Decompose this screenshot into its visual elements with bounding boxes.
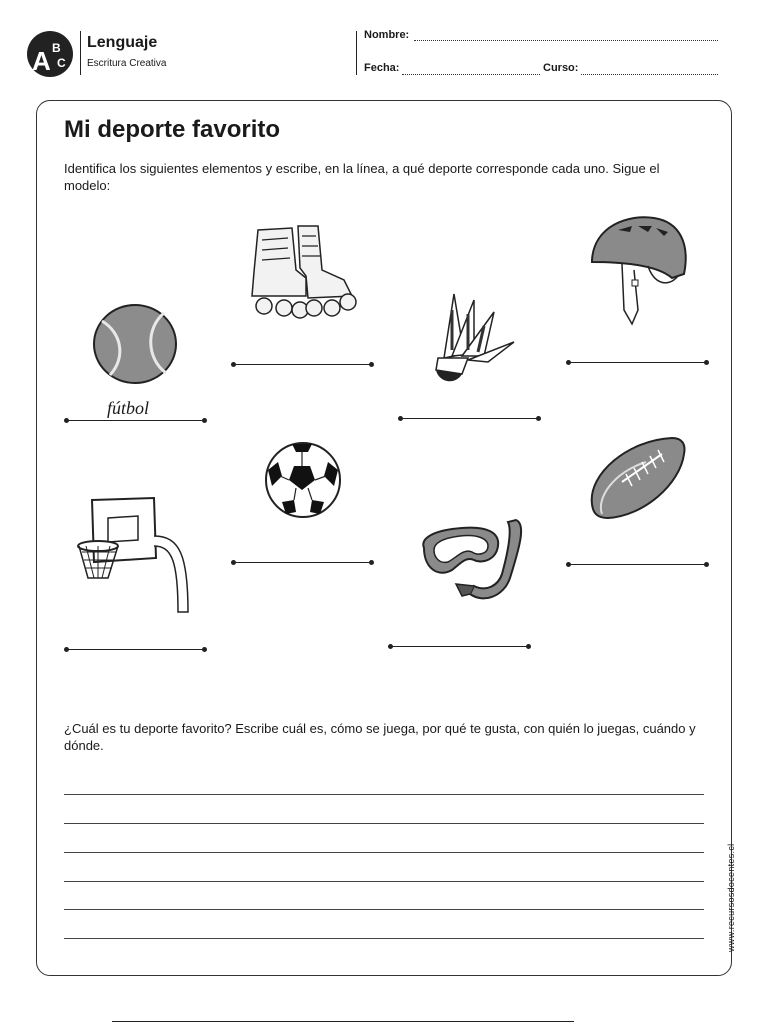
bike-helmet-icon — [588, 214, 690, 328]
course-field[interactable] — [581, 73, 718, 75]
answer-line-helmet[interactable] — [569, 362, 706, 363]
writing-line[interactable] — [64, 794, 704, 795]
writing-line[interactable] — [64, 909, 704, 910]
roller-skates-icon — [248, 222, 360, 324]
basketball-hoop-icon — [76, 496, 192, 614]
subject-title: Lenguaje — [87, 34, 158, 51]
rugby-ball-icon — [588, 434, 688, 522]
writing-prompt: ¿Cuál es tu deporte favorito? Escribe cuál es, cómo se juega, por qué te gusta, con quién lo juegas, cuándo y dónde. — [64, 721, 696, 753]
writing-line[interactable] — [64, 823, 704, 824]
subject-subtitle: Escritura Creativa — [87, 58, 167, 69]
answer-line-tennis[interactable] — [67, 420, 204, 421]
tennis-ball-icon — [92, 303, 178, 385]
instructions: Identifica los siguientes elementos y escribe, en la línea, a qué deporte corresponde cada uno. Sigue el modelo: — [64, 161, 660, 193]
svg-text:A: A — [32, 46, 51, 76]
answer-line-rugby[interactable] — [569, 564, 706, 565]
snorkel-mask-icon — [416, 516, 530, 604]
name-field[interactable] — [414, 39, 718, 41]
shuttlecock-icon — [422, 290, 518, 386]
name-label: Nombre: — [364, 29, 410, 41]
answer-line-hoop[interactable] — [67, 649, 204, 650]
writing-line[interactable] — [64, 852, 704, 853]
course-label: Curso: — [543, 62, 579, 74]
abc-logo — [26, 30, 74, 78]
answer-line-skates[interactable] — [234, 364, 371, 365]
svg-text:C: C — [57, 56, 66, 70]
page-title: Mi deporte favorito — [64, 116, 281, 143]
footer-rule — [112, 1021, 574, 1022]
svg-text:B: B — [52, 41, 61, 55]
writing-line[interactable] — [64, 938, 704, 939]
writing-line[interactable] — [64, 881, 704, 882]
answer-line-soccer[interactable] — [234, 562, 371, 563]
example-answer: fútbol — [107, 398, 150, 418]
header-field-divider — [356, 31, 357, 75]
header-divider — [80, 31, 81, 75]
date-label: Fecha: — [364, 62, 400, 74]
soccer-ball-icon — [264, 440, 342, 520]
answer-line-snorkel[interactable] — [391, 646, 528, 647]
answer-line-shuttlecock[interactable] — [401, 418, 538, 419]
website-credit: www.recursosdocentes.cl — [726, 843, 736, 952]
date-field[interactable] — [402, 73, 540, 75]
